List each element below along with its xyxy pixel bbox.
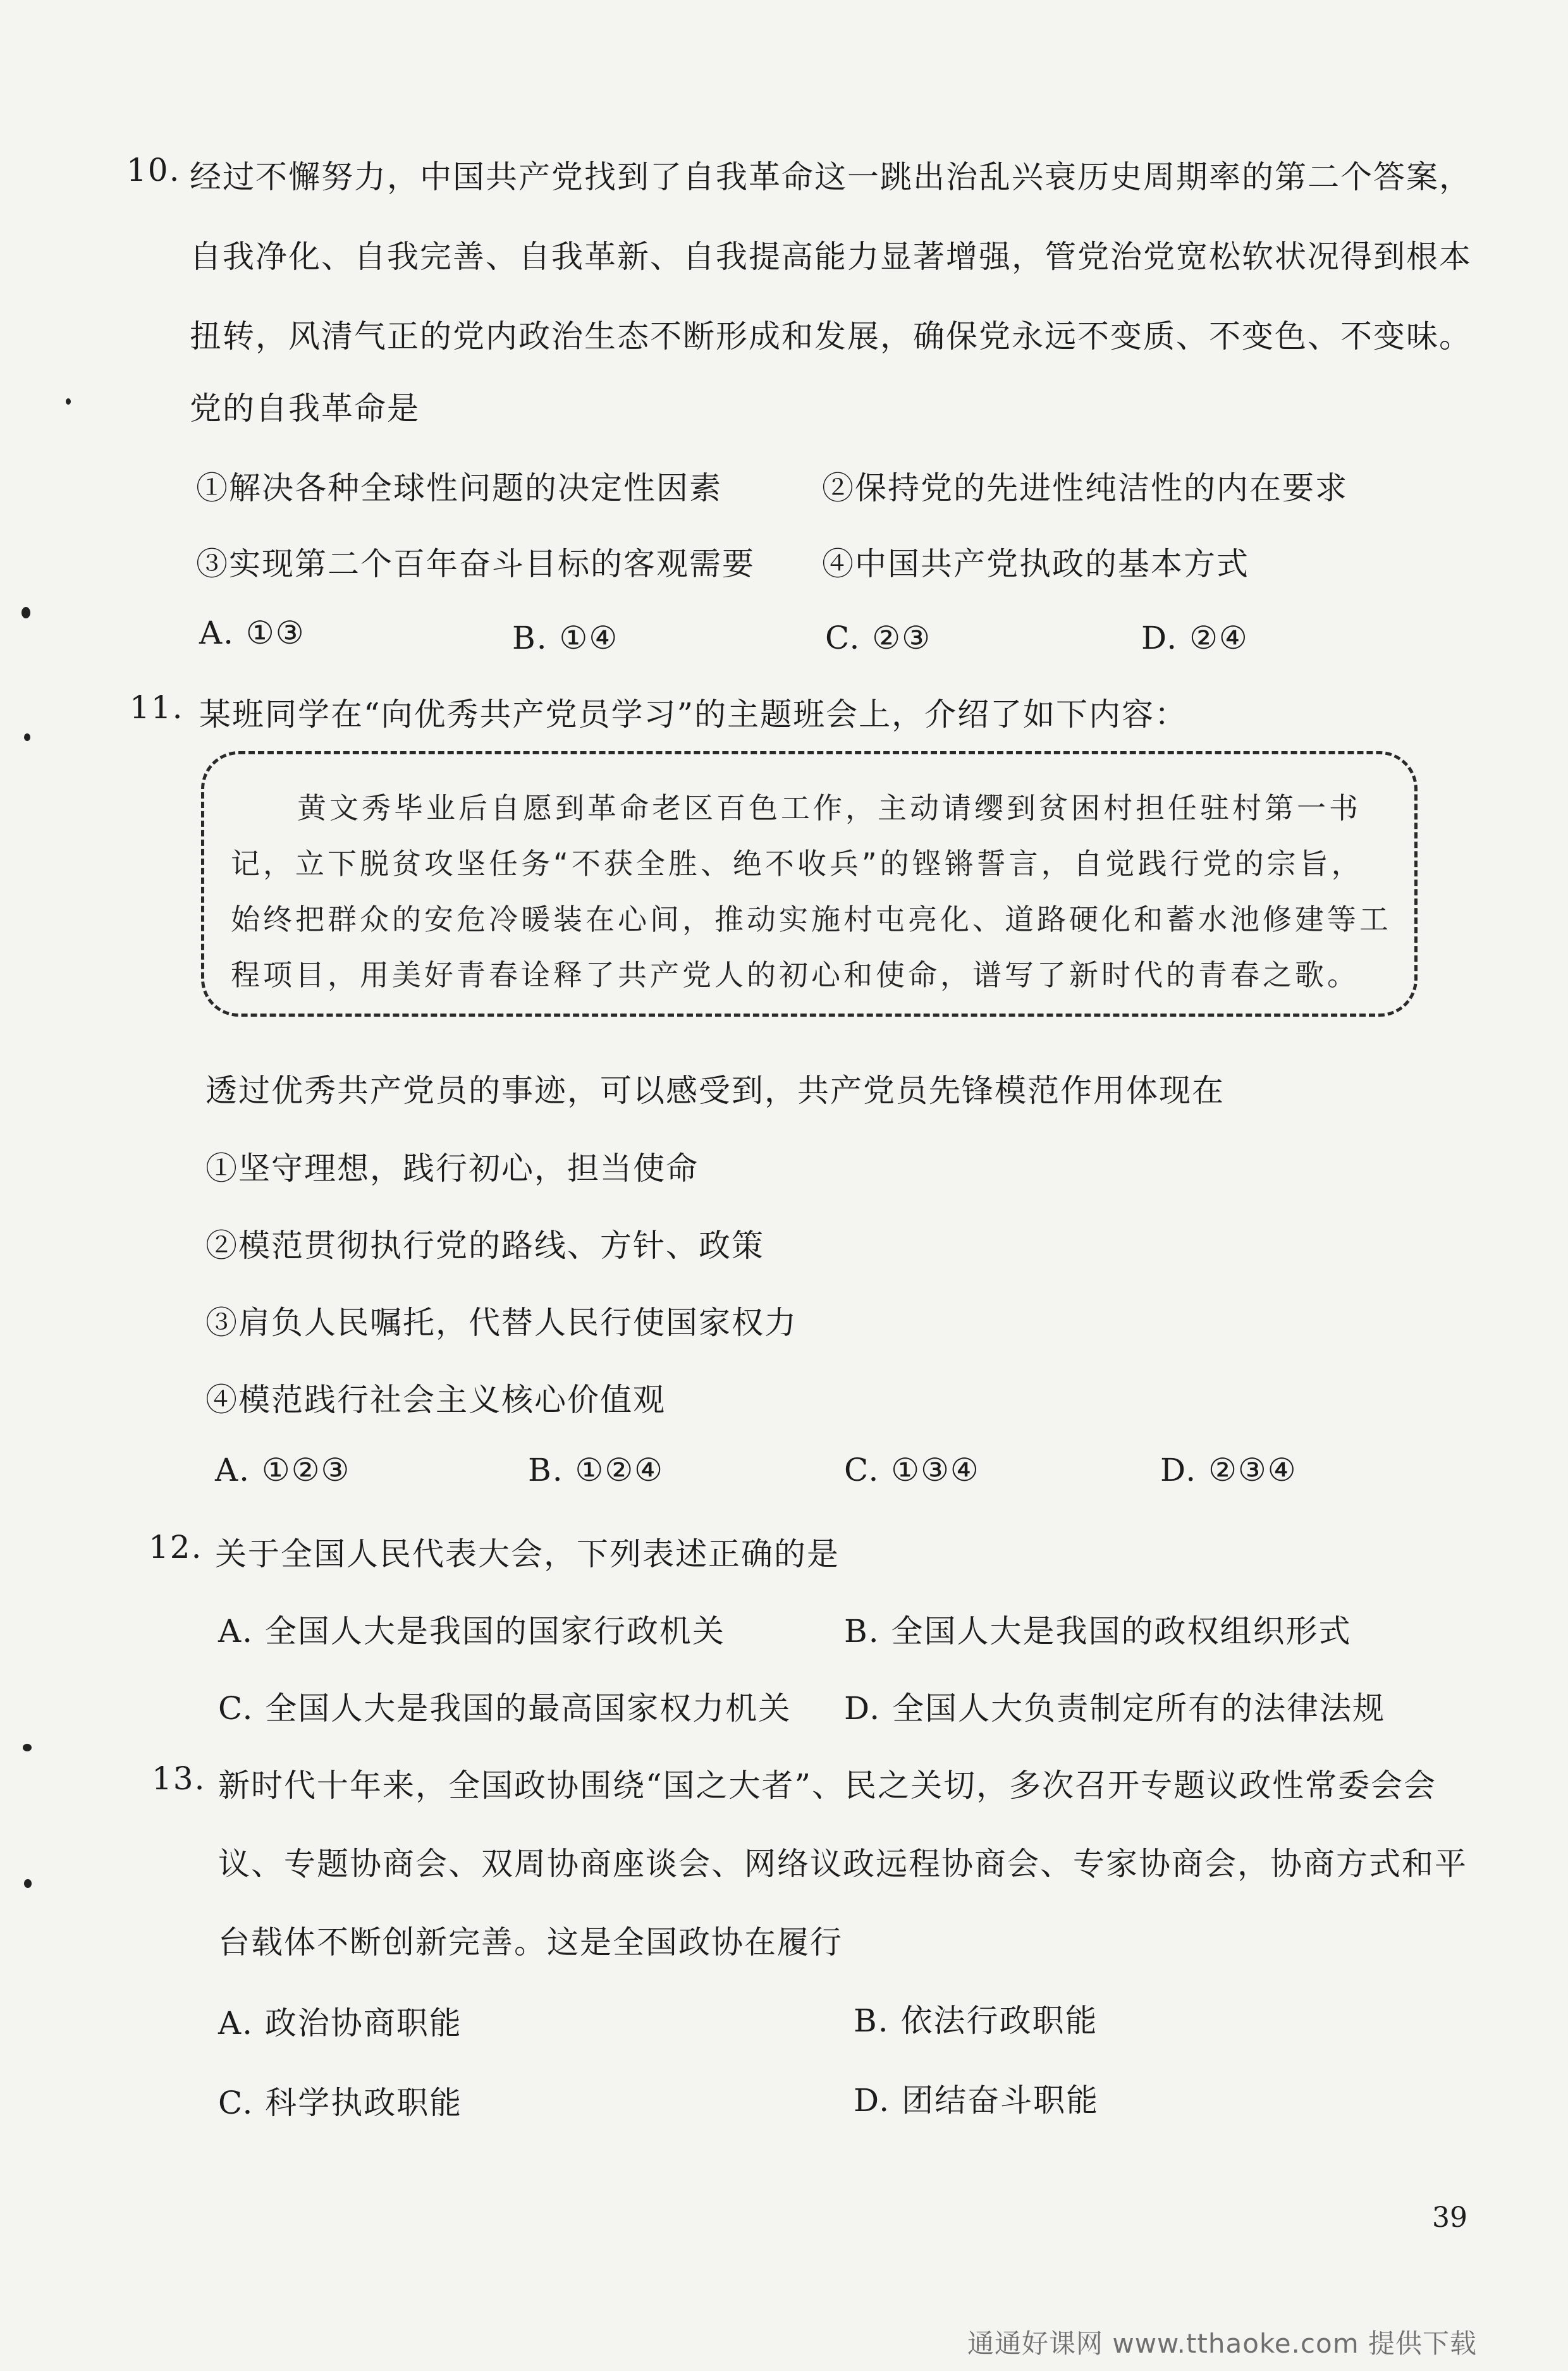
question-10-line-3: 扭转，风清气正的党内政治生态不断形成和发展，确保党永远不变质、不变色、不变味。 — [190, 318, 1472, 355]
question-13-option-c[interactable]: C. 科学执政职能 — [218, 2085, 463, 2121]
quote-box-line-1: 黄文秀毕业后自愿到革命老区百色工作，主动请缨到贫困村担任驻村第一书 — [297, 791, 1361, 825]
question-12-option-b[interactable]: B. 全国人大是我国的政权组织形式 — [844, 1613, 1352, 1650]
question-10-option-d[interactable]: D. ②④ — [1141, 620, 1249, 656]
question-11-item-4: ④模范践行社会主义核心价值观 — [205, 1382, 666, 1418]
question-11-stem: 某班同学在“向优秀共产党员学习”的主题班会上，介绍了如下内容： — [199, 696, 1188, 733]
question-13-option-a[interactable]: A. 政治协商职能 — [218, 2005, 462, 2042]
question-13-line-1: 新时代十年来，全国政协围绕“国之大者”、民之关切，多次召开专题议政性常委会会 — [218, 1767, 1437, 1804]
quote-box-line-3: 始终把群众的安危冷暖装在心间，推动实施村屯亮化、道路硬化和蓄水池修建等工 — [231, 902, 1392, 936]
question-11-question: 透过优秀共产党员的事迹，可以感受到，共产党员先锋模范作用体现在 — [205, 1072, 1225, 1109]
question-10-option-b[interactable]: B. ①④ — [512, 620, 619, 656]
question-13-number: 13. — [152, 1760, 206, 1797]
question-12-option-a[interactable]: A. 全国人大是我国的国家行政机关 — [218, 1613, 725, 1650]
scan-speck — [24, 733, 30, 741]
watermark: 通通好课网 www.tthaoke.com 提供下载 — [967, 2328, 1477, 2359]
question-11-option-a[interactable]: A. ①②③ — [215, 1452, 351, 1488]
question-13-line-3: 台载体不断创新完善。这是全国政协在履行 — [218, 1924, 843, 1961]
question-11-item-3: ③肩负人民嘱托，代替人民行使国家权力 — [205, 1304, 797, 1341]
question-10-option-a[interactable]: A. ①③ — [199, 615, 305, 651]
question-10-line-4: 党的自我革命是 — [190, 390, 420, 427]
question-11-item-2: ②模范贯彻执行党的路线、方针、政策 — [205, 1227, 764, 1264]
question-13-option-b[interactable]: B. 依法行政职能 — [854, 2002, 1098, 2039]
question-10-option-c[interactable]: C. ②③ — [825, 620, 931, 656]
question-12-option-c[interactable]: C. 全国人大是我国的最高国家权力机关 — [218, 1690, 792, 1727]
question-12-stem: 关于全国人民代表大会，下列表述正确的是 — [215, 1536, 840, 1572]
question-13-line-2: 议、专题协商会、双周协商座谈会、网络议政远程协商会、专家协商会，协商方式和平 — [218, 1846, 1467, 1882]
question-10-number: 10. — [126, 152, 181, 188]
question-11-number: 11. — [130, 689, 184, 726]
question-11-option-c[interactable]: C. ①③④ — [844, 1452, 980, 1488]
scan-speck — [66, 398, 71, 405]
scan-speck — [23, 1744, 32, 1751]
scan-speck — [24, 1879, 32, 1888]
question-10-item-3: ③实现第二个百年奋斗目标的客观需要 — [196, 546, 755, 582]
quote-box-line-4: 程项目，用美好青春诠释了共产党人的初心和使命，谱写了新时代的青春之歌。 — [231, 958, 1359, 992]
question-10-line-1: 经过不懈努力，中国共产党找到了自我革命这一跳出治乱兴衰历史周期率的第二个答案， — [190, 159, 1472, 195]
question-10-line-2: 自我净化、自我完善、自我革新、自我提高能力显著增强，管党治党宽松软状况得到根本 — [190, 238, 1472, 275]
question-11-option-d[interactable]: D. ②③④ — [1160, 1452, 1297, 1488]
question-12-number: 12. — [149, 1529, 203, 1565]
scan-speck — [21, 607, 30, 618]
question-12-option-d[interactable]: D. 全国人大负责制定所有的法律法规 — [844, 1690, 1386, 1727]
page-number: 39 — [1432, 2202, 1467, 2234]
question-11-option-b[interactable]: B. ①②④ — [528, 1452, 665, 1488]
question-11-item-1: ①坚守理想，践行初心，担当使命 — [205, 1150, 699, 1187]
question-10-item-1: ①解决各种全球性问题的决定性因素 — [196, 470, 722, 506]
quote-box-line-2: 记，立下脱贫攻坚任务“不获全胜、绝不收兵”的铿锵誓言，自觉践行党的宗旨， — [231, 847, 1364, 881]
question-10-item-4: ④中国共产党执政的基本方式 — [822, 546, 1249, 582]
question-13-option-d[interactable]: D. 团结奋斗职能 — [854, 2082, 1099, 2119]
question-10-item-2: ②保持党的先进性纯洁性的内在要求 — [822, 470, 1348, 506]
